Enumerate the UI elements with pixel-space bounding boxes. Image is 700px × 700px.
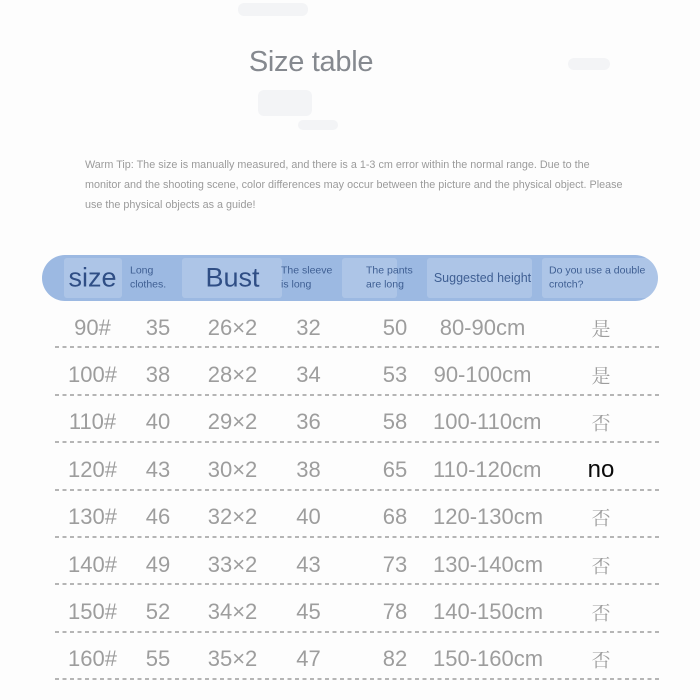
column-header-long-clothes: Long clothes. bbox=[130, 264, 167, 290]
cell-pants: 65 bbox=[382, 456, 408, 482]
cell-bust: 34×2 bbox=[207, 599, 258, 625]
cell-size: 140# bbox=[68, 551, 117, 577]
cell-double-crotch: 否 bbox=[591, 508, 611, 530]
cell-sleeve: 36 bbox=[296, 409, 321, 435]
cell-height: 110-120cm bbox=[433, 456, 542, 482]
cell-long-clothes: 55 bbox=[145, 646, 171, 672]
cell-double-crotch: 否 bbox=[591, 413, 611, 435]
cell-bust: 35×2 bbox=[207, 646, 258, 672]
table-row bbox=[55, 396, 662, 443]
cell-double-crotch: 是 bbox=[591, 319, 611, 341]
cell-height: 100-110cm bbox=[433, 409, 542, 435]
cell-pants: 58 bbox=[382, 409, 408, 435]
cell-size: 90# bbox=[74, 314, 111, 340]
cell-size: 120# bbox=[68, 456, 117, 482]
cell-long-clothes: 40 bbox=[145, 409, 171, 435]
cell-double-crotch: 否 bbox=[591, 556, 611, 578]
cell-height: 120-130cm bbox=[433, 504, 544, 530]
table-row bbox=[55, 301, 662, 348]
cell-long-clothes: 46 bbox=[145, 504, 171, 530]
cell-height: 150-160cm bbox=[433, 646, 544, 672]
size-table-body bbox=[55, 301, 662, 680]
cell-size: 150# bbox=[68, 599, 117, 625]
cell-long-clothes: 52 bbox=[145, 599, 171, 625]
cell-long-clothes: 35 bbox=[145, 314, 171, 340]
cell-pants: 50 bbox=[382, 314, 408, 340]
column-header-sleeve-length: The sleeve is long bbox=[281, 264, 333, 290]
artifact-smudge bbox=[298, 120, 338, 130]
cell-bust: 32×2 bbox=[207, 504, 258, 530]
cell-sleeve: 40 bbox=[296, 504, 321, 530]
column-header-size: size bbox=[68, 262, 117, 293]
cell-bust: 26×2 bbox=[207, 314, 258, 340]
cell-sleeve: 32 bbox=[296, 314, 321, 340]
cell-double-crotch: 否 bbox=[591, 603, 611, 625]
column-header-double-crotch: Do you use a double crotch? bbox=[549, 264, 646, 290]
cell-pants: 82 bbox=[382, 646, 408, 672]
cell-long-clothes: 43 bbox=[145, 456, 171, 482]
table-row bbox=[55, 348, 662, 395]
cell-long-clothes: 49 bbox=[145, 551, 171, 577]
cell-height: 90-100cm bbox=[433, 362, 532, 388]
cell-size: 100# bbox=[68, 362, 117, 388]
page-title: Size table bbox=[248, 46, 374, 78]
column-header-pants-length: The pants are long bbox=[366, 264, 413, 290]
cell-bust: 28×2 bbox=[207, 362, 258, 388]
table-header-row bbox=[42, 255, 658, 301]
cell-size: 110# bbox=[68, 409, 117, 435]
cell-height: 80-90cm bbox=[439, 314, 526, 340]
artifact-smudge bbox=[258, 90, 312, 116]
cell-long-clothes: 38 bbox=[145, 362, 171, 388]
cell-pants: 68 bbox=[382, 504, 408, 530]
artifact-smudge bbox=[238, 3, 308, 16]
cell-pants: 78 bbox=[382, 599, 408, 625]
table-row bbox=[55, 443, 662, 490]
cell-double-crotch: 否 bbox=[591, 650, 611, 672]
table-row bbox=[55, 633, 662, 680]
table-row bbox=[55, 538, 662, 585]
cell-sleeve: 34 bbox=[296, 362, 321, 388]
cell-sleeve: 45 bbox=[296, 599, 321, 625]
cell-double-crotch: no bbox=[587, 455, 615, 483]
cell-bust: 29×2 bbox=[207, 409, 258, 435]
cell-sleeve: 47 bbox=[296, 646, 321, 672]
cell-size: 160# bbox=[68, 646, 117, 672]
cell-bust: 30×2 bbox=[207, 456, 258, 482]
cell-sleeve: 43 bbox=[296, 551, 321, 577]
cell-pants: 73 bbox=[382, 551, 408, 577]
cell-sleeve: 38 bbox=[296, 456, 321, 482]
cell-pants: 53 bbox=[382, 362, 408, 388]
cell-size: 130# bbox=[68, 504, 117, 530]
table-row bbox=[55, 491, 662, 538]
column-header-suggested-height: Suggested height bbox=[433, 270, 532, 285]
warm-tip-text: Warm Tip: The size is manually measured, and there is a 1-3 cm error within the normal range. Due to the monitor and the shooting scene, color differences may occur between the picture and the physical object. Please use the physical objects as a guide! bbox=[85, 159, 623, 211]
column-header-bust: Bust bbox=[205, 262, 260, 293]
table-row bbox=[55, 585, 662, 632]
cell-height: 130-140cm bbox=[433, 551, 544, 577]
cell-double-crotch: 是 bbox=[591, 366, 611, 388]
cell-height: 140-150cm bbox=[433, 599, 544, 625]
cell-bust: 33×2 bbox=[207, 551, 258, 577]
